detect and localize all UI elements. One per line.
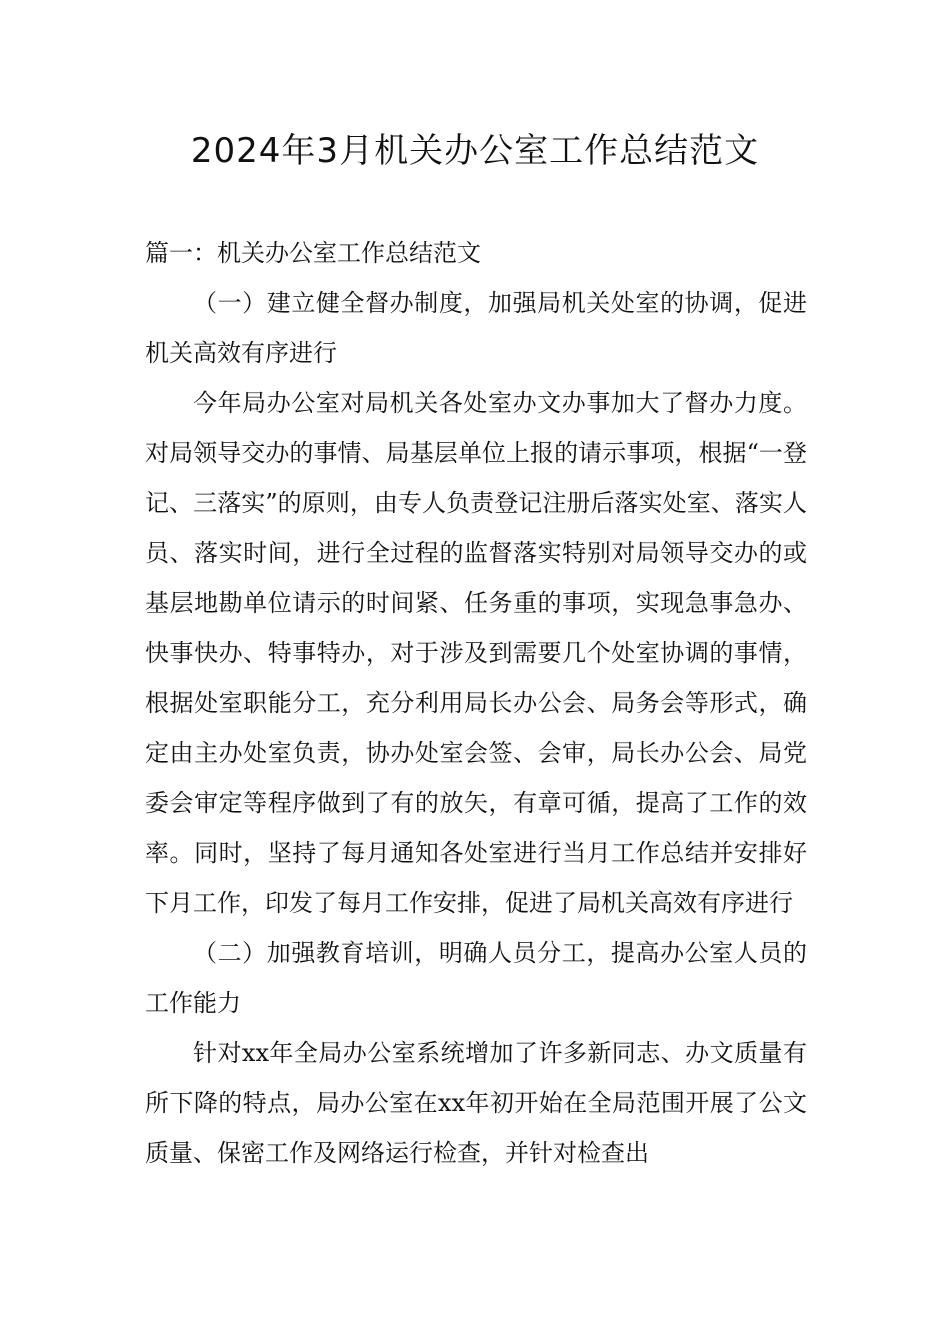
- subsection-heading-1: （一）建立健全督办制度，加强局机关处室的协调，促进机关高效有序进行: [145, 289, 807, 367]
- document-body: [145, 228, 807, 1178]
- subsection-heading-2: （二）加强教育培训，明确人员分工，提高办公室人员的工作能力: [145, 939, 807, 1017]
- section-heading: 篇一：机关办公室工作总结范文: [145, 239, 481, 267]
- body-paragraph-1: 今年局办公室对局机关各处室办文办事加大了督办力度。对局领导交办的事情、局基层单位上报的请示事项，根据“一登记、三落实”的原则，由专人负责登记注册后落实处室、落实人员、落实时间，进行全过程的监督落实特别对局领导交办的或基层地勘单位请示的时间紧、任务重的事项，实现急事急办、快事快办、特事特办，对于涉及到需要几个处室协调的事情，根据处室职能分工，充分利用局长办公会、局务会等形式，确定由主办处室负责，协办处室会签、会审，局长办公会、局党委会审定等程序做到了有的放矢，有章可循，提高了工作的效率。同时，坚持了每月通知各处室进行当月工作总结并安排好下月工作，印发了每月工作安排，促进了局机关高效有序进行: [145, 389, 807, 917]
- body-paragraph-2: 针对xx年全局办公室系统增加了许多新同志、办文质量有所下降的特点，局办公室在xx年初开始在全局范围开展了公文质量、保密工作及网络运行检查，并针对检查出: [145, 1039, 807, 1167]
- document-title: 2024年3月机关办公室工作总结范文: [190, 131, 760, 171]
